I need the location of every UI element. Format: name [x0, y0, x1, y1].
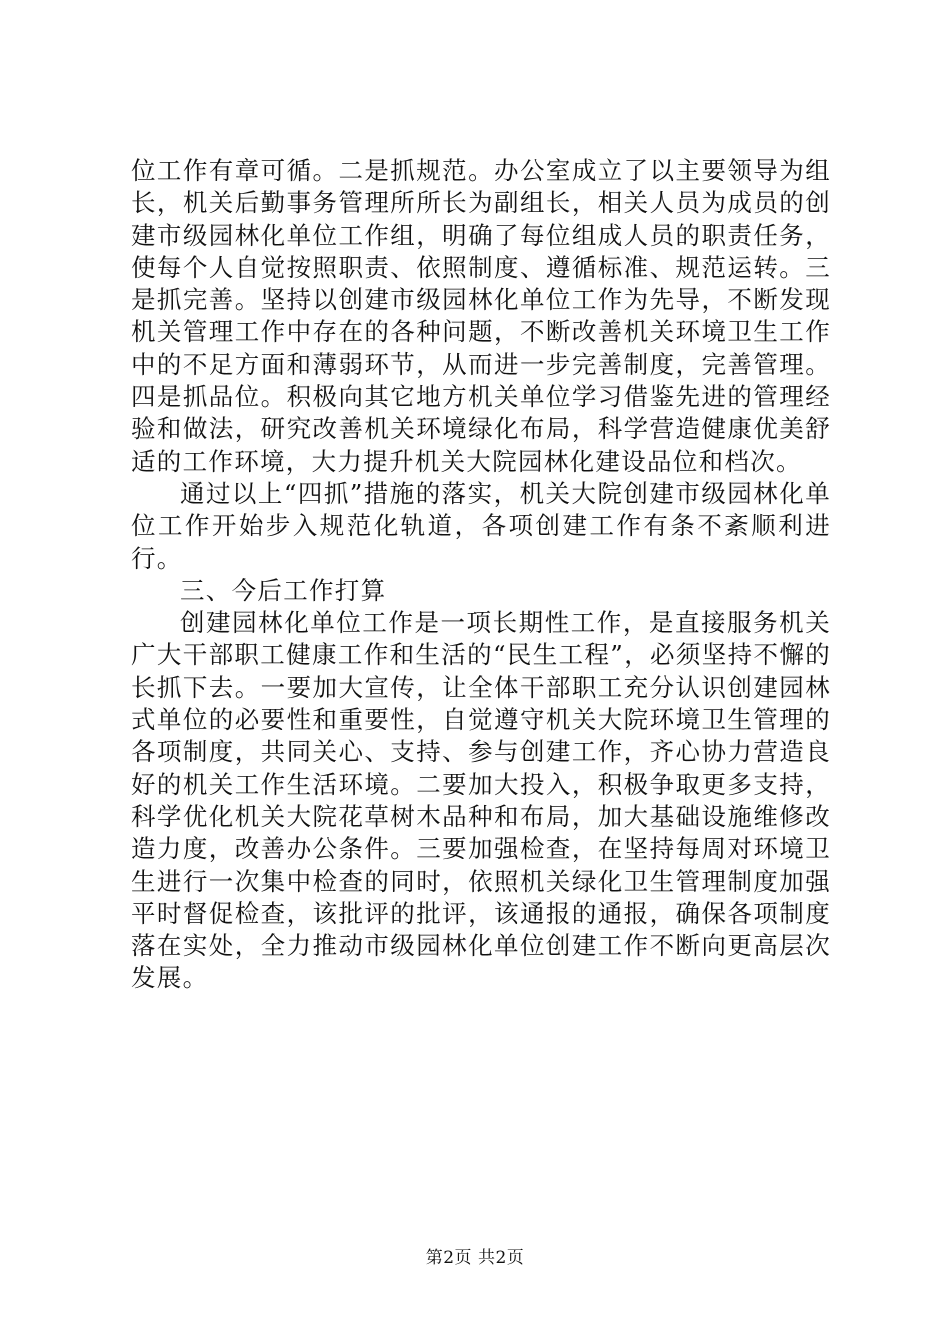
document-body — [131, 155, 831, 995]
page-number-footer: 第2页 共2页 — [425, 1248, 525, 1268]
paragraph-summary: 通过以上“四抓”措施的落实，机关大院创建市级园林化单位工作开始步入规范化轨道，各项创建工作有条不紊顺利进行。 — [131, 478, 831, 573]
paragraph-future-plans: 创建园林化单位工作是一项长期性工作，是直接服务机关广大干部职工健康工作和生活的“民生工程”，必须坚持不懈的长抓下去。一要加大宣传，让全体干部职工充分认识创建园林式单位的必要性和重要性，自觉遵守机关大院环境卫生管理的各项制度，共同关心、支持、参与创建工作，齐心协力营造良好的机关工作生活环境。二要加大投入，积极争取更多支持，科学优化机关大院花草树木品种和布局，加大基础设施维修改造力度，改善办公条件。三要加强检查，在坚持每周对环境卫生进行一次集中检查的同时，依照机关绿化卫生管理制度加强平时督促检查，该批评的批评，该通报的通报，确保各项制度落在实处，全力推动市级园林化单位创建工作不断向更高层次发展。 — [131, 608, 831, 993]
paragraph-measures-continued: 位工作有章可循。二是抓规范。办公室成立了以主要领导为组长，机关后勤事务管理所所长为副组长，相关人员为成员的创建市级园林化单位工作组，明确了每位组成人员的职责任务，使每个人自觉按照职责、依照制度、遵循标准、规范运转。三是抓完善。坚持以创建市级园林化单位工作为先导，不断发现机关管理工作中存在的各种问题，不断改善机关环境卫生工作中的不足方面和薄弱环节，从而进一步完善制度，完善管理。四是抓品位。积极向其它地方机关单位学习借鉴先进的管理经验和做法，研究改善机关环境绿化布局，科学营造健康优美舒适的工作环境，大力提升机关大院园林化建设品位和档次。 — [131, 156, 831, 476]
section-heading-future-plans: 三、今后工作打算 — [180, 575, 387, 605]
